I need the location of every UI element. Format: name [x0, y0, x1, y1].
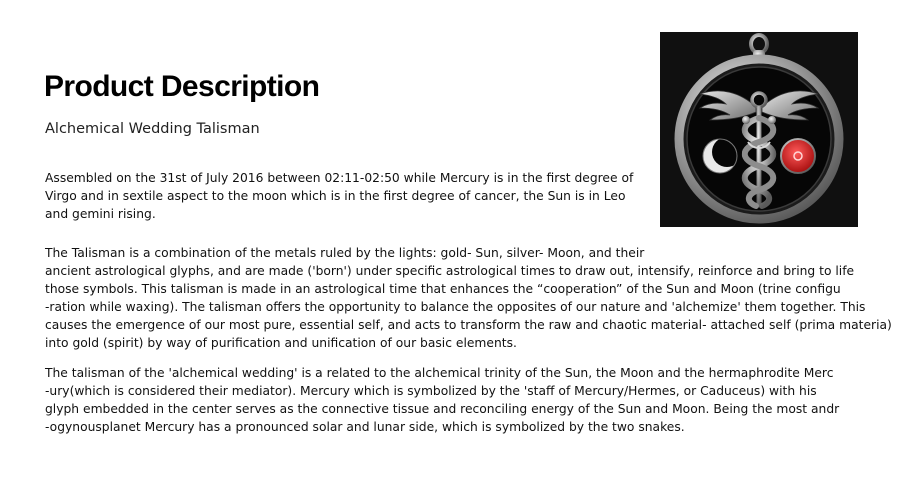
- paragraph-line: -ration while waxing). The talisman offers the opportunity to balance the opposites of our nature and 'alchemize' them together. This: [45, 300, 866, 314]
- paragraph-line: The Talisman is a combination of the metals ruled by the lights: gold- Sun, silver- Moon, and their: [45, 246, 645, 260]
- paragraph-line: -ury(which is considered their mediator). Mercury which is symbolized by the 'staff of Mercury/Hermes, or Caduceus) with his: [45, 384, 817, 398]
- sun-glyph-icon: [781, 139, 815, 173]
- paragraph-line: Assembled on the 31st of July 2016 between 02:11-02:50 while Mercury is in the first degree of: [45, 171, 634, 185]
- pendant-image: [660, 32, 858, 227]
- description-paragraph: [45, 244, 892, 352]
- paragraph-line: and gemini rising.: [45, 207, 156, 221]
- description-paragraph: [45, 364, 839, 436]
- paragraph-line: Virgo and in sextile aspect to the moon which is in the first degree of cancer, the Sun is in Leo: [45, 189, 626, 203]
- product-name: Alchemical Wedding Talisman: [45, 121, 260, 137]
- paragraph-line: glyph embedded in the center serves as the connective tissue and reconciling energy of the Sun and Moon. Being the most andr: [45, 402, 840, 416]
- paragraph-line: those symbols. This talisman is made in an astrological time that enhances the “cooperation” of the Sun and Moon (trine configu: [45, 282, 841, 296]
- paragraph-line: causes the emergence of our most pure, essential self, and acts to transform the raw and chaotic material- attached self (prima materia): [45, 318, 892, 332]
- paragraph-line: into gold (spirit) by way of purification and unification of our basic elements.: [45, 336, 517, 350]
- paragraph-line: The talisman of the 'alchemical wedding' is a related to the alchemical trinity of the Sun, the Moon and the hermaphrodite Merc: [45, 366, 834, 380]
- description-paragraph: [45, 169, 633, 223]
- paragraph-line: -ogynousplanet Mercury has a pronounced solar and lunar side, which is symbolized by the two snakes.: [45, 420, 685, 434]
- paragraph-line: ancient astrological glyphs, and are made ('born') under specific astrological times to draw out, intensify, reinforce and bring to life: [45, 264, 855, 278]
- page-title: Product Description: [44, 70, 320, 103]
